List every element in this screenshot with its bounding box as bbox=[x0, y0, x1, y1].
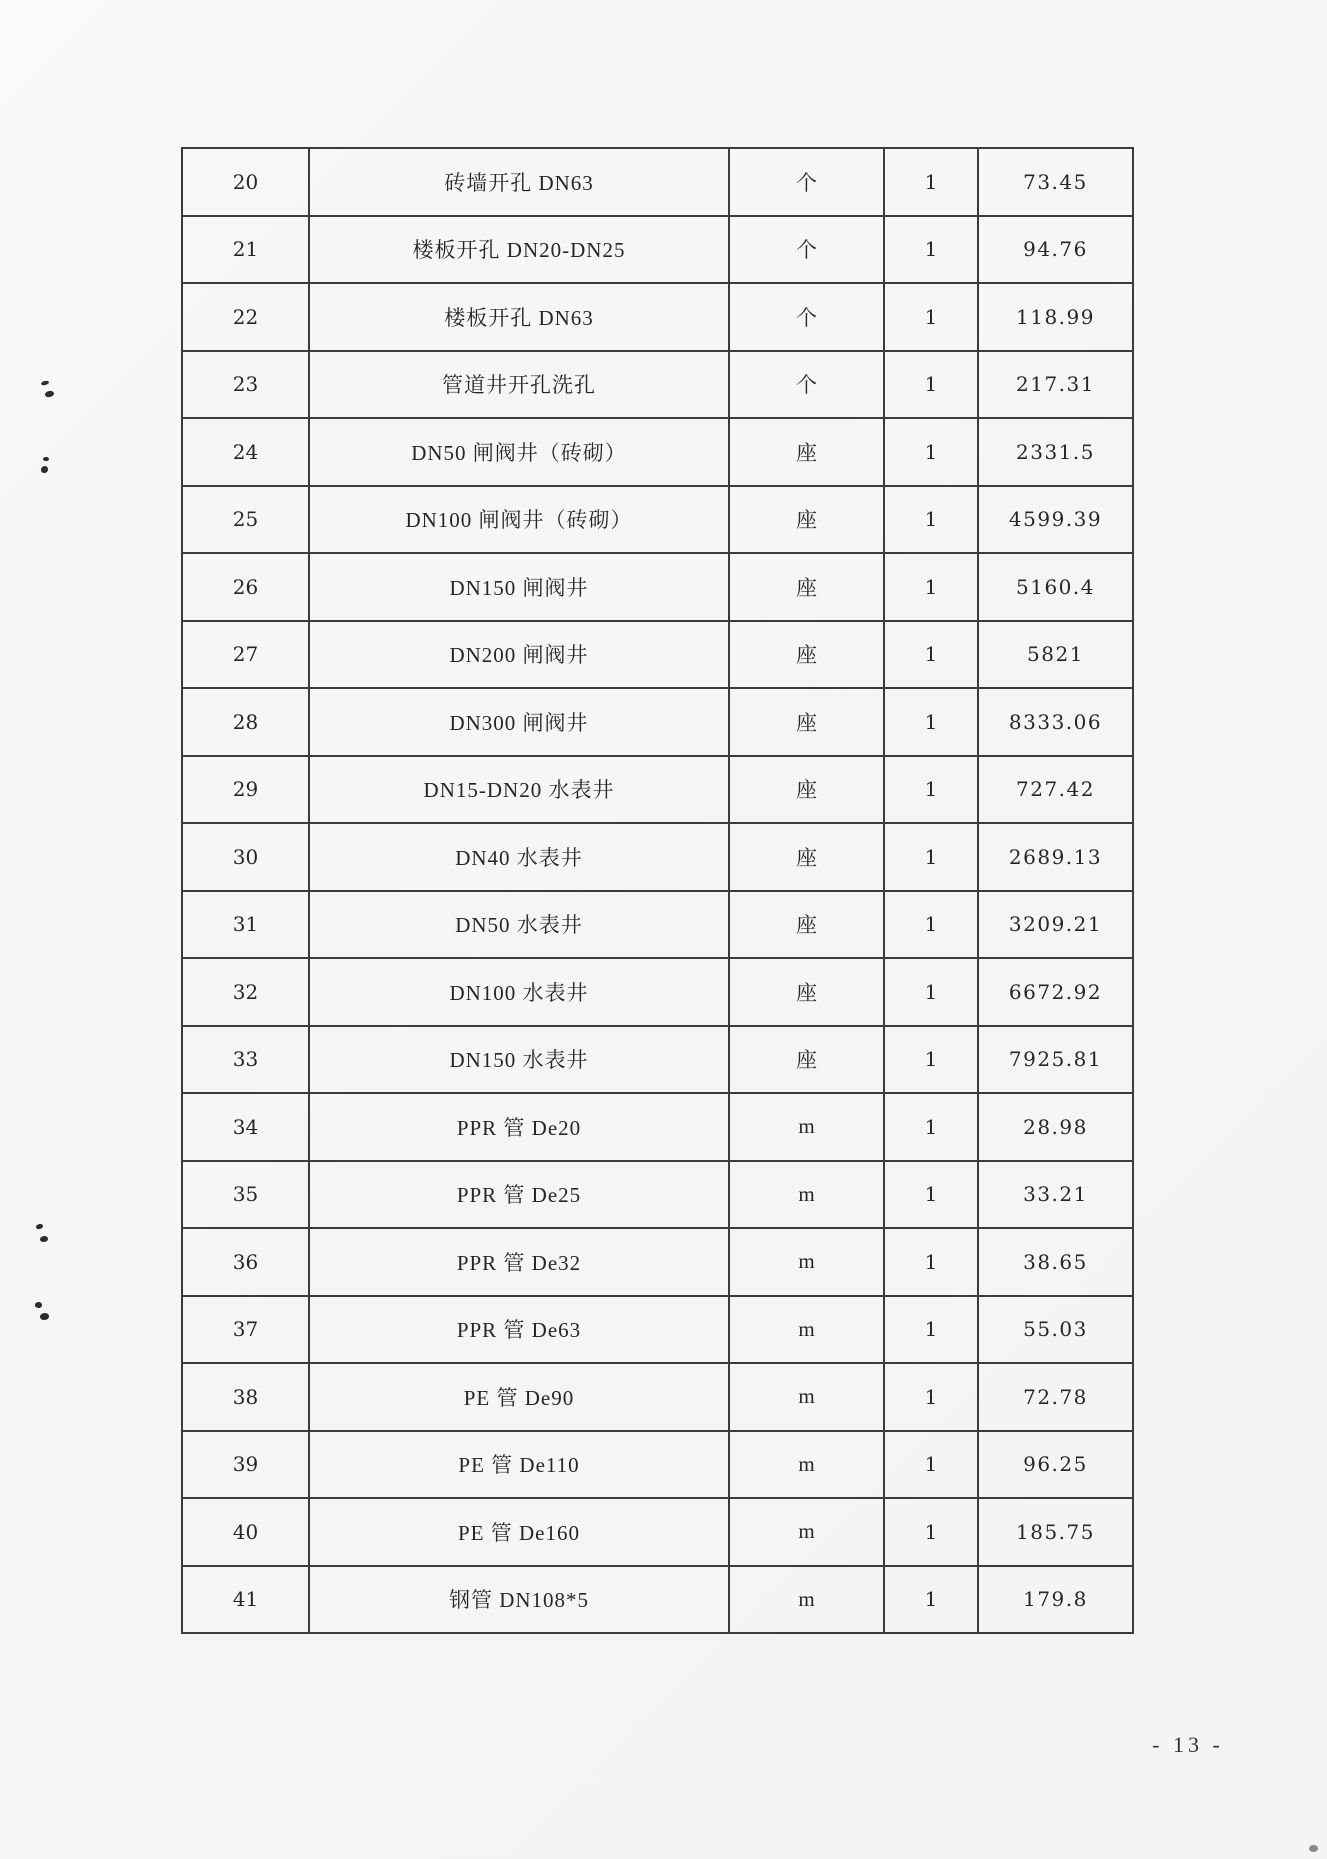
item-description-cell: PE 管 De160 bbox=[309, 1498, 729, 1566]
item-description-cell: DN300 闸阀井 bbox=[309, 688, 729, 756]
unit-cell: m bbox=[729, 1431, 884, 1499]
serial-number-cell: 29 bbox=[182, 756, 309, 824]
quantity-cell: 1 bbox=[884, 216, 978, 284]
serial-number-cell: 23 bbox=[182, 351, 309, 419]
unit-cell: 座 bbox=[729, 756, 884, 824]
serial-number-cell: 27 bbox=[182, 621, 309, 689]
quantity-cell: 1 bbox=[884, 688, 978, 756]
item-description-cell: 管道井开孔洗孔 bbox=[309, 351, 729, 419]
quantity-cell: 1 bbox=[884, 891, 978, 959]
quantity-cell: 1 bbox=[884, 148, 978, 216]
table-row bbox=[182, 553, 1133, 621]
item-description-cell: 楼板开孔 DN20-DN25 bbox=[309, 216, 729, 284]
table-row bbox=[182, 1161, 1133, 1229]
unit-cell: m bbox=[729, 1566, 884, 1634]
quantity-cell: 1 bbox=[884, 1363, 978, 1431]
item-description-cell: DN100 闸阀井（砖砌） bbox=[309, 486, 729, 554]
quantity-cell: 1 bbox=[884, 1566, 978, 1634]
price-cell: 727.42 bbox=[978, 756, 1133, 824]
ink-mark bbox=[43, 457, 49, 462]
price-cell: 72.78 bbox=[978, 1363, 1133, 1431]
quantity-cell: 1 bbox=[884, 553, 978, 621]
table-row bbox=[182, 283, 1133, 351]
unit-cell: m bbox=[729, 1228, 884, 1296]
unit-cell: 座 bbox=[729, 486, 884, 554]
table-row bbox=[182, 1026, 1133, 1094]
table-row bbox=[182, 216, 1133, 284]
item-description-cell: DN50 水表井 bbox=[309, 891, 729, 959]
quantity-cell: 1 bbox=[884, 1228, 978, 1296]
quantity-cell: 1 bbox=[884, 283, 978, 351]
table-row bbox=[182, 823, 1133, 891]
serial-number-cell: 24 bbox=[182, 418, 309, 486]
serial-number-cell: 32 bbox=[182, 958, 309, 1026]
quantity-cell: 1 bbox=[884, 1161, 978, 1229]
unit-cell: 个 bbox=[729, 283, 884, 351]
quantity-cell: 1 bbox=[884, 958, 978, 1026]
price-cell: 5821 bbox=[978, 621, 1133, 689]
unit-cell: 个 bbox=[729, 148, 884, 216]
item-description-cell: DN150 闸阀井 bbox=[309, 553, 729, 621]
unit-cell: 座 bbox=[729, 958, 884, 1026]
serial-number-cell: 21 bbox=[182, 216, 309, 284]
table-row bbox=[182, 1228, 1133, 1296]
table-row bbox=[182, 1093, 1133, 1161]
table-row bbox=[182, 1498, 1133, 1566]
quantity-cell: 1 bbox=[884, 418, 978, 486]
item-description-cell: 楼板开孔 DN63 bbox=[309, 283, 729, 351]
price-cell: 94.76 bbox=[978, 216, 1133, 284]
item-description-cell: PE 管 De90 bbox=[309, 1363, 729, 1431]
table-row bbox=[182, 486, 1133, 554]
table-row bbox=[182, 1363, 1133, 1431]
price-cell: 118.99 bbox=[978, 283, 1133, 351]
serial-number-cell: 38 bbox=[182, 1363, 309, 1431]
item-description-cell: DN15-DN20 水表井 bbox=[309, 756, 729, 824]
serial-number-cell: 33 bbox=[182, 1026, 309, 1094]
table-row bbox=[182, 756, 1133, 824]
serial-number-cell: 28 bbox=[182, 688, 309, 756]
table-row bbox=[182, 351, 1133, 419]
item-description-cell: PPR 管 De63 bbox=[309, 1296, 729, 1364]
ink-mark bbox=[41, 380, 50, 386]
unit-cell: 座 bbox=[729, 1026, 884, 1094]
price-cell: 7925.81 bbox=[978, 1026, 1133, 1094]
item-description-cell: PE 管 De110 bbox=[309, 1431, 729, 1499]
table-row bbox=[182, 958, 1133, 1026]
unit-cell: m bbox=[729, 1363, 884, 1431]
item-description-cell: PPR 管 De32 bbox=[309, 1228, 729, 1296]
table-row bbox=[182, 148, 1133, 216]
table-row bbox=[182, 688, 1133, 756]
table-row bbox=[182, 1296, 1133, 1364]
price-cell: 3209.21 bbox=[978, 891, 1133, 959]
price-cell: 2689.13 bbox=[978, 823, 1133, 891]
table-row bbox=[182, 621, 1133, 689]
price-cell: 217.31 bbox=[978, 351, 1133, 419]
ink-mark bbox=[41, 466, 48, 473]
table-row bbox=[182, 418, 1133, 486]
price-cell: 6672.92 bbox=[978, 958, 1133, 1026]
quantity-cell: 1 bbox=[884, 1093, 978, 1161]
price-cell: 8333.06 bbox=[978, 688, 1133, 756]
serial-number-cell: 31 bbox=[182, 891, 309, 959]
quantity-cell: 1 bbox=[884, 486, 978, 554]
price-cell: 179.8 bbox=[978, 1566, 1133, 1634]
unit-cell: 座 bbox=[729, 621, 884, 689]
item-description-cell: DN100 水表井 bbox=[309, 958, 729, 1026]
price-cell: 28.98 bbox=[978, 1093, 1133, 1161]
serial-number-cell: 41 bbox=[182, 1566, 309, 1634]
ink-mark bbox=[40, 1313, 49, 1320]
unit-cell: 座 bbox=[729, 891, 884, 959]
serial-number-cell: 35 bbox=[182, 1161, 309, 1229]
unit-cell: 座 bbox=[729, 418, 884, 486]
item-description-cell: 钢管 DN108*5 bbox=[309, 1566, 729, 1634]
ink-mark bbox=[36, 1223, 44, 1229]
price-cell: 2331.5 bbox=[978, 418, 1133, 486]
unit-cell: 座 bbox=[729, 553, 884, 621]
serial-number-cell: 30 bbox=[182, 823, 309, 891]
quantity-cell: 1 bbox=[884, 621, 978, 689]
price-cell: 4599.39 bbox=[978, 486, 1133, 554]
serial-number-cell: 26 bbox=[182, 553, 309, 621]
price-table bbox=[181, 147, 1134, 1634]
page-number: - 13 - bbox=[1152, 1732, 1224, 1757]
quantity-cell: 1 bbox=[884, 1026, 978, 1094]
quantity-cell: 1 bbox=[884, 1431, 978, 1499]
unit-cell: 个 bbox=[729, 351, 884, 419]
item-description-cell: PPR 管 De25 bbox=[309, 1161, 729, 1229]
ink-mark bbox=[34, 1301, 42, 1309]
ink-speck bbox=[1309, 1845, 1318, 1852]
price-cell: 73.45 bbox=[978, 148, 1133, 216]
item-description-cell: PPR 管 De20 bbox=[309, 1093, 729, 1161]
item-description-cell: DN200 闸阀井 bbox=[309, 621, 729, 689]
unit-cell: 座 bbox=[729, 688, 884, 756]
price-cell: 185.75 bbox=[978, 1498, 1133, 1566]
table-row bbox=[182, 1431, 1133, 1499]
unit-cell: 个 bbox=[729, 216, 884, 284]
unit-cell: m bbox=[729, 1093, 884, 1161]
serial-number-cell: 22 bbox=[182, 283, 309, 351]
price-cell: 38.65 bbox=[978, 1228, 1133, 1296]
serial-number-cell: 36 bbox=[182, 1228, 309, 1296]
item-description-cell: DN50 闸阀井（砖砌） bbox=[309, 418, 729, 486]
quantity-cell: 1 bbox=[884, 756, 978, 824]
unit-cell: 座 bbox=[729, 823, 884, 891]
serial-number-cell: 25 bbox=[182, 486, 309, 554]
serial-number-cell: 34 bbox=[182, 1093, 309, 1161]
price-cell: 5160.4 bbox=[978, 553, 1133, 621]
quantity-cell: 1 bbox=[884, 823, 978, 891]
table-row bbox=[182, 891, 1133, 959]
item-description-cell: DN40 水表井 bbox=[309, 823, 729, 891]
price-cell: 33.21 bbox=[978, 1161, 1133, 1229]
serial-number-cell: 39 bbox=[182, 1431, 309, 1499]
quantity-cell: 1 bbox=[884, 1296, 978, 1364]
ink-mark bbox=[45, 391, 55, 398]
quantity-cell: 1 bbox=[884, 351, 978, 419]
unit-cell: m bbox=[729, 1498, 884, 1566]
serial-number-cell: 37 bbox=[182, 1296, 309, 1364]
quantity-cell: 1 bbox=[884, 1498, 978, 1566]
serial-number-cell: 20 bbox=[182, 148, 309, 216]
ink-mark bbox=[40, 1236, 48, 1242]
item-description-cell: DN150 水表井 bbox=[309, 1026, 729, 1094]
item-description-cell: 砖墙开孔 DN63 bbox=[309, 148, 729, 216]
table-row bbox=[182, 1566, 1133, 1634]
price-cell: 96.25 bbox=[978, 1431, 1133, 1499]
unit-cell: m bbox=[729, 1161, 884, 1229]
price-cell: 55.03 bbox=[978, 1296, 1133, 1364]
unit-cell: m bbox=[729, 1296, 884, 1364]
serial-number-cell: 40 bbox=[182, 1498, 309, 1566]
